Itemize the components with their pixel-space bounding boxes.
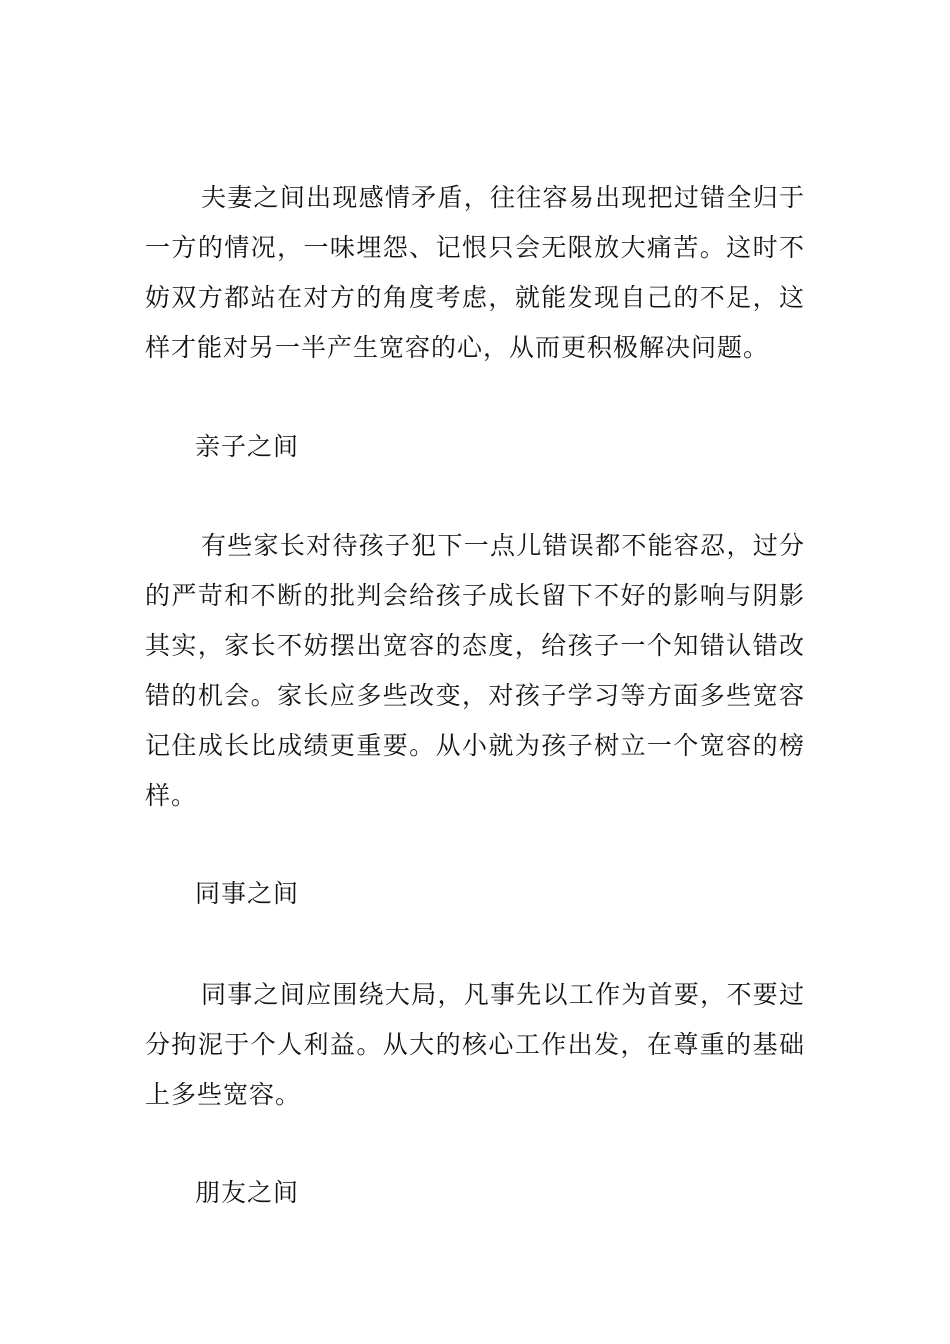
- paragraph-colleagues: 同事之间应围绕大局，凡事先以工作为首要，不要过分拘泥于个人利益。从大的核心工作出发，在尊重的基础上多些宽容。: [145, 980, 805, 1109]
- section-heading-colleagues: 同事之间: [195, 879, 300, 908]
- section-heading-friends: 朋友之间: [195, 1178, 300, 1207]
- paragraph-parent-child: 有些家长对待孩子犯下一点儿错误都不能容忍，过分的严苛和不断的批判会给孩子成长留下不好的影响与阴影其实，家长不妨摆出宽容的态度，给孩子一个知错认错改错的机会。家长应多些改变，对孩子学习等方面多些宽容记住成长比成绩更重要。从小就为孩子树立一个宽容的榜样。: [145, 531, 805, 810]
- section-heading-parent-child: 亲子之间: [195, 432, 300, 461]
- paragraph-couples: 夫妻之间出现感情矛盾，往往容易出现把过错全归于一方的情况，一味埋怨、记恨只会无限放大痛苦。这时不妨双方都站在对方的角度考虑，就能发现自己的不足，这样才能对另一半产生宽容的心，从而更积极解决问题。: [145, 183, 805, 362]
